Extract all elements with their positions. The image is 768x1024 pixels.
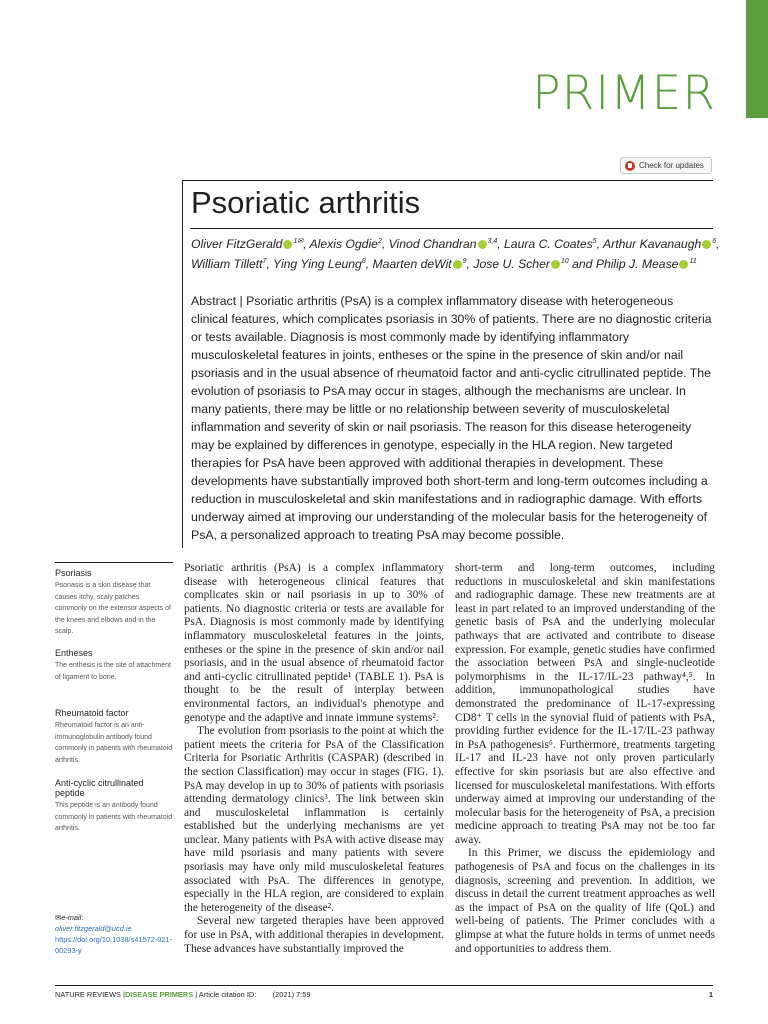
- orcid-icon[interactable]: [453, 260, 462, 269]
- crossmark-icon: [625, 161, 635, 171]
- paragraph: short-term and long-term outcomes, including reductions in musculoskeletal and skin manifestations and radiographic damage. These new treatments are at least in part related to an improved understanding of the genetic basis of PsA and the underlying molecular pathways that are activated and contribute to disease expression. For example, genetic studies have confirmed the association between PsA and single-nucleotide polymorphisms in the IL-17/IL-23 pathway⁴,⁵. In addition, immunopathological studies have demonstrated the predominance of IL-17-expressing CD8⁺ T cells in the synovial fluid of patients with PsA, providing further evidence for the IL-17/IL-23 pathway in PsA pathogenesis⁶. Furthermore, treatments targeting IL-17 and IL-23 have not only proven particularly effective for skin psoriasis but are also effective and licensed for musculoskeletal manifestations. With efforts underway aimed at improving our understanding of the molecular basis for the heterogeneity of PsA, a precision medicine approach to treating PsA may not be too far away.: [455, 562, 715, 846]
- glossary-definition: This peptide is an antibody found commonly in patients with rheumatoid arthritis.: [55, 802, 173, 832]
- page-number: 1: [708, 990, 713, 999]
- paragraph: Psoriatic arthritis (PsA) is a complex inflammatory disease with heterogeneous clinical features that complicates skin or nail psoriasis in up to 30% of patients. No diagnostic criteria or tests are available for PsA. Diagnosis is most commonly made by identifying inflammatory musculoskeletal features in the joints, entheses or the spine in the presence of skin and/or nail psoriasis, and in the usual absence of rheumatoid factor and anti-cyclic citrullinated peptide¹ (TABLE 1). PsA is thought to be the result of interplay between environmental factors, an individual's phenotype and genotype and the adaptive and innate immune systems².: [184, 562, 444, 724]
- orcid-icon[interactable]: [551, 260, 560, 269]
- author-affiliation: 11: [689, 258, 697, 266]
- correspondence: [55, 912, 175, 956]
- glossary-term: Psoriasis: [55, 568, 92, 578]
- author-affiliation: 6: [712, 238, 717, 245]
- author-name: Maarten deWit: [372, 257, 452, 272]
- author-list: [191, 233, 721, 273]
- author-name: Alexis Ogdie: [309, 237, 378, 252]
- author-separator: ,: [266, 257, 274, 272]
- series-name: DISEASE PRIMERS: [124, 990, 194, 999]
- title-top-rule: [182, 180, 713, 181]
- orcid-icon[interactable]: [679, 260, 688, 269]
- glossary-term: Anti-cyclic citrullinated peptide: [55, 778, 144, 798]
- title-rule: [190, 228, 713, 229]
- paragraph: Several new targeted therapies have been approved for use in PsA, with additional therapies in development. These advances have substantially improved the: [184, 915, 444, 955]
- author-name: Oliver FitzGerald: [191, 237, 283, 252]
- author-name: Vinod Chandran: [388, 237, 477, 252]
- abstract: Abstract | Psoriatic arthritis (PsA) is a complex inflammatory disease with heterogeneous clinical features, which complicates psoriasis in 30% of patients. There are no diagnostic criteria or tests available. Diagnosis is most commonly made by identifying inflammatory musculoskeletal features in joints, entheses or the spine in the presence of skin and/or nail psoriasis and in the usual absence of rheumatoid factor and anti-cyclic citrullinated peptide. The evolution of psoriasis to PsA may occur in stages, although the mechanisms are unclear. In many patients, there may be little or no relationship between severity of musculoskeletal inflammation and severity of skin or nail psoriasis. The reason for this disease heterogeneity may be explained by differences in genotype, especially in the HLA region. New targeted therapies for PsA have been approved with additional therapies in development. These developments have substantially improved both short-term and long-term outcomes including a reduction in musculoskeletal and skin manifestations and in radiographic damage. With efforts underway aimed at improving our understanding of the molecular basis for the heterogeneity of PsA, a personalized approach to treating PsA may become possible.: [191, 294, 712, 542]
- author-name: William Tillett: [191, 257, 263, 272]
- author-affiliation: 7: [262, 258, 267, 266]
- orcid-icon[interactable]: [478, 240, 487, 249]
- author-separator: ,: [716, 237, 720, 252]
- author-name: Jose U. Scher: [473, 257, 550, 272]
- check-updates-button[interactable]: [620, 157, 712, 174]
- body-column-1: [184, 562, 444, 956]
- email-link[interactable]: oliver.fitzgerald@ucd.ie: [55, 924, 132, 933]
- author-separator: ,: [381, 237, 389, 252]
- author-name: Laura C. Coates: [504, 237, 593, 252]
- paragraph: The evolution from psoriasis to the point at which the patient meets the criteria for PsA of the Classification Criteria for Psoriatic Arthritis (CASPAR) (described in the section Classification) may occur in stages (FIG. 1). PsA may develop in up to 30% of patients with psoriasis attending dermatology clinics³. The link between skin and musculoskeletal inflammation is certainly established but the underlying mechanisms are yet unclear. Many patients with PsA with active disease may have mild psoriasis and many patients with severe psoriasis may have only mild musculoskeletal features associated with PsA. The differences in genotype, especially in the HLA region, are considered to explain the heterogeneity of the disease².: [184, 725, 444, 914]
- orcid-icon[interactable]: [702, 240, 711, 249]
- body-column-2: [455, 562, 715, 956]
- author-separator: ,: [497, 237, 505, 252]
- article-citation: | Article citation ID: (2021) 7:59: [193, 990, 311, 999]
- page-footer: [55, 990, 713, 999]
- glossary-definition: The enthesis is the site of attachment of ligament to bone.: [55, 662, 171, 681]
- sidebar-rule: [55, 562, 173, 563]
- orcid-icon[interactable]: [283, 240, 292, 249]
- author-name: Arthur Kavanaugh: [603, 237, 702, 252]
- author-separator: ,: [303, 237, 310, 252]
- author-separator: ,: [596, 237, 604, 252]
- author-name: Philip J. Mease: [595, 257, 679, 272]
- author-affiliation: 9: [462, 258, 467, 266]
- author-affiliation: 2: [377, 238, 382, 245]
- glossary-psoriasis: [55, 568, 173, 638]
- author-separator: ,: [466, 257, 474, 272]
- glossary-term: Rheumatoid factor: [55, 708, 129, 718]
- glossary-definition: Psoriasis is a skin disease that causes itchy, scaly patches commonly on the extensor aspects of the knees and elbows and in the scalp.: [55, 582, 171, 635]
- author-affiliation: 8: [361, 258, 366, 266]
- section-label: PRIMER: [532, 66, 716, 121]
- doi-link[interactable]: https://doi.org/10.1038/s41572-021-00293-y: [55, 935, 173, 955]
- glossary-rheumatoid-factor: [55, 708, 173, 766]
- author-name: Ying Ying Leung: [273, 257, 362, 272]
- author-affiliation: 1✉: [293, 238, 304, 245]
- journal-name: NATURE REVIEWS |: [55, 990, 125, 999]
- glossary-entheses: [55, 648, 173, 683]
- footer-rule: [55, 985, 713, 986]
- abstract-bracket: [182, 180, 183, 548]
- email-label: e-mail:: [61, 913, 84, 922]
- glossary-term: Entheses: [55, 648, 93, 658]
- email-icon: ✉: [55, 913, 62, 922]
- author-affiliation: 3,4: [487, 238, 498, 245]
- article-title: Psoriatic arthritis: [191, 185, 421, 220]
- author-separator: ,: [365, 257, 373, 272]
- section-color-tab: [746, 0, 768, 118]
- glossary-definition: Rheumatoid factor is an anti-immunoglobulin antibody found commonly in patients with rheumatoid arthritis.: [55, 722, 173, 764]
- author-separator: and: [568, 257, 596, 272]
- check-updates-label: Check for updates: [639, 161, 704, 170]
- glossary-anti-ccp: [55, 778, 173, 835]
- author-affiliation: 10: [560, 258, 569, 266]
- paragraph: In this Primer, we discuss the epidemiology and pathogenesis of PsA and focus on the challenges in its diagnosis, screening and prevention. In addition, we discuss in detail the current treatment approaches as well as the impact of PsA on the quality of life (QoL) and well-being of patients. The Primer concludes with a glimpse at what the future holds in terms of unmet needs and opportunities to address them.: [455, 847, 715, 955]
- author-affiliation: 5: [592, 238, 597, 245]
